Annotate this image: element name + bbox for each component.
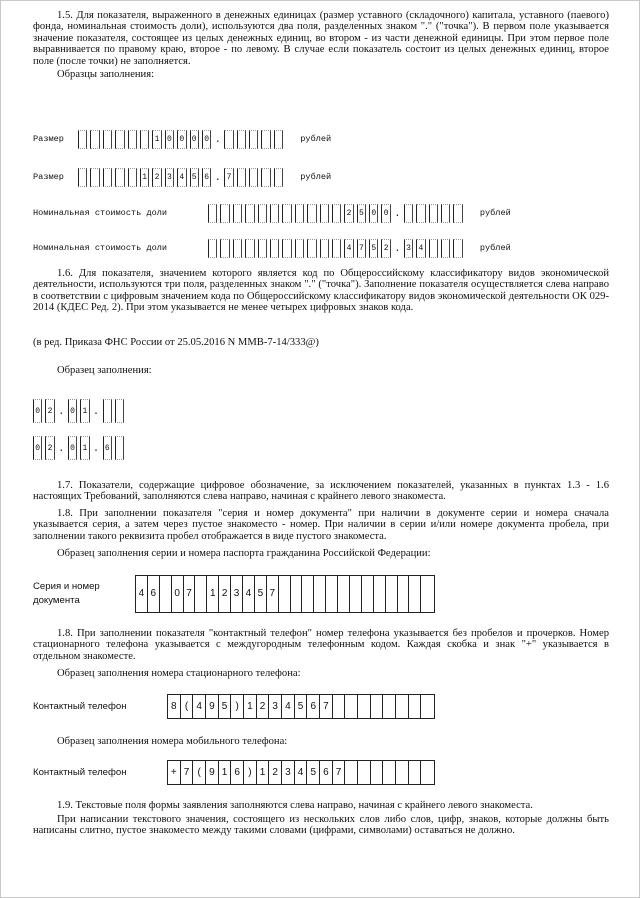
passport-cell: 5 <box>255 576 267 612</box>
mobile-cell: 7 <box>181 761 194 784</box>
landline-cell: 5 <box>219 695 232 718</box>
mobile-cell <box>396 761 409 784</box>
integer-cell <box>78 168 87 187</box>
integer-cell: 0 <box>381 204 390 223</box>
landline-cell: 1 <box>244 695 257 718</box>
mobile-sample-label: Образец заполнения номера мобильного телефона: <box>57 736 288 747</box>
integer-cell <box>270 239 279 258</box>
integer-cell <box>115 168 124 187</box>
integer-cell: 6 <box>202 168 211 187</box>
okved-cell: 0 <box>68 399 77 423</box>
okved-code-cells <box>33 436 127 460</box>
fraction-cell <box>453 239 462 258</box>
passport-cell: 3 <box>231 576 243 612</box>
mobile-phone-label: Контактный телефон <box>33 767 127 778</box>
fraction-cell <box>453 204 462 223</box>
landline-phone-grid <box>167 694 435 719</box>
section-1-8-series-text: 1.8. При заполнении показателя "серия и номер документа" при наличии в документе серии и номера сначала указывается серия, а затем через пустое знакоместо - номер. При наличии в серии и/или номере документа пробела, при заполнении такого реквизита пробел отображается в виде пустого знакоместа. <box>33 508 609 542</box>
integer-cell <box>245 204 254 223</box>
passport-cell <box>409 576 421 612</box>
fraction-cell <box>404 204 413 223</box>
integer-cell: 1 <box>140 168 149 187</box>
integer-cell <box>140 130 149 149</box>
integer-cell: 2 <box>381 239 390 258</box>
integer-cell: 0 <box>165 130 174 149</box>
mobile-cell: 9 <box>206 761 219 784</box>
passport-cell: 7 <box>184 576 196 612</box>
fraction-cell <box>261 130 270 149</box>
integer-cell: 2 <box>344 204 353 223</box>
mobile-cell <box>371 761 384 784</box>
landline-cell: 4 <box>282 695 295 718</box>
integer-cell <box>78 130 87 149</box>
okved-code-cells <box>33 399 127 423</box>
mobile-cell <box>409 761 422 784</box>
fraction-cell <box>429 239 438 258</box>
landline-cell <box>409 695 422 718</box>
okved-cell: 1 <box>80 399 89 423</box>
fraction-cell <box>224 130 233 149</box>
okved-cell: 0 <box>68 436 77 460</box>
passport-cell <box>326 576 338 612</box>
fraction-cell <box>441 204 450 223</box>
decimal-point: . <box>214 173 221 184</box>
landline-cell: ) <box>231 695 244 718</box>
okved-cell: 0 <box>33 399 42 423</box>
passport-field-grid <box>135 575 435 613</box>
mobile-cell: 3 <box>282 761 295 784</box>
integer-cell <box>233 239 242 258</box>
integer-cell <box>220 204 229 223</box>
integer-cell: 5 <box>369 239 378 258</box>
money-cells <box>208 204 511 223</box>
passport-cell <box>362 576 374 612</box>
integer-cell: 1 <box>152 130 161 149</box>
amendment-note: (в ред. Приказа ФНС России от 25.05.2016 N ММВ-7-14/333@) <box>33 337 319 348</box>
integer-cell: 0 <box>202 130 211 149</box>
fraction-cell <box>249 168 258 187</box>
decimal-point: . <box>394 244 401 255</box>
passport-cell: 1 <box>207 576 219 612</box>
passport-cell <box>279 576 291 612</box>
landline-cell <box>421 695 434 718</box>
integer-cell <box>220 239 229 258</box>
integer-cell: 5 <box>357 204 366 223</box>
passport-cell <box>386 576 398 612</box>
landline-cell: 3 <box>269 695 282 718</box>
samples-label: Образцы заполнения: <box>57 69 155 80</box>
passport-cell <box>160 576 172 612</box>
okved-sample-label: Образец заполнения: <box>57 365 152 376</box>
series-number-label-2: документа <box>33 595 80 606</box>
money-cells <box>78 130 331 149</box>
okved-cell: 2 <box>45 436 54 460</box>
fraction-cell <box>274 168 283 187</box>
passport-cell <box>195 576 207 612</box>
okved-cell <box>115 399 124 423</box>
mobile-cell: 1 <box>257 761 270 784</box>
integer-cell <box>282 239 291 258</box>
integer-cell <box>307 204 316 223</box>
integer-cell: 4 <box>177 168 186 187</box>
passport-cell: 6 <box>148 576 160 612</box>
landline-cell <box>383 695 396 718</box>
landline-cell: 2 <box>257 695 270 718</box>
section-1-9-text: 1.9. Текстовые поля формы заявления заполняются слева направо, начиная с крайнего левого знакоместа. <box>57 800 533 811</box>
mobile-cell: ) <box>244 761 257 784</box>
landline-cell <box>396 695 409 718</box>
integer-cell <box>233 204 242 223</box>
integer-cell <box>320 204 329 223</box>
passport-sample-label: Образец заполнения серии и номера паспорта гражданина Российской Федерации: <box>57 548 431 559</box>
integer-cell <box>295 239 304 258</box>
mobile-cell: 7 <box>333 761 346 784</box>
landline-sample-label: Образец заполнения номера стационарного телефона: <box>57 668 301 679</box>
section-1-6-text: 1.6. Для показателя, значением которого является код по Общероссийскому классификатору видов экономической деятельности, используются три поля, разделенных знаком "." ("точка"). Заполнение показателя осуществляется слева направо в соответствии с цифровым значением кода по Общероссийскому классификатору видов экономической деятельности ОК 029-2014 (КДЕС Ред. 2). При этом указывается не менее четырех цифровых знаков кода. <box>33 268 609 314</box>
section-1-7-text: 1.7. Показатели, содержащие цифровое обозначение, за исключением показателей, указанных в пунктах 1.3 - 1.6 настоящих Требований, заполняются слева направо, начиная с крайнего левого знакоместа. <box>33 480 609 503</box>
section-1-5-text: 1.5. Для показателя, выраженного в денежных единицах (размер уставного (складочного) капитала, уставного (паевого) фонда, номинальная стоимость доли), используются два поля, разделенных знаком "." ("точка"). В первом поле указывается значение показателя, состоящее из целых денежных единиц, во втором - из части денежной единицы. При этом первое поле выравнивается по правому краю, второе - по левому. В случае если показатель состоит из целых денежных единиц, второе поле (после точки) не заполняется. <box>33 10 609 67</box>
landline-phone-label: Контактный телефон <box>33 701 127 712</box>
integer-cell: 2 <box>152 168 161 187</box>
integer-cell <box>282 204 291 223</box>
series-number-label-1: Серия и номер <box>33 581 100 592</box>
passport-cell: 4 <box>136 576 148 612</box>
passport-cell <box>291 576 303 612</box>
landline-cell: 9 <box>206 695 219 718</box>
fraction-cell: 3 <box>404 239 413 258</box>
code-separator-dot: . <box>93 444 100 455</box>
landline-cell: 7 <box>320 695 333 718</box>
passport-cell <box>374 576 386 612</box>
mobile-cell: 4 <box>295 761 308 784</box>
okved-cell <box>115 436 124 460</box>
fraction-cell <box>274 130 283 149</box>
landline-cell: ( <box>181 695 194 718</box>
integer-cell <box>90 168 99 187</box>
integer-cell <box>320 239 329 258</box>
integer-cell <box>258 204 267 223</box>
mobile-cell: ( <box>193 761 206 784</box>
mobile-cell <box>358 761 371 784</box>
integer-cell <box>128 168 137 187</box>
integer-cell <box>208 239 217 258</box>
passport-cell: 4 <box>243 576 255 612</box>
passport-cell <box>421 576 433 612</box>
integer-cell <box>332 239 341 258</box>
money-row-label: Размер <box>33 172 64 182</box>
passport-cell <box>398 576 410 612</box>
code-separator-dot: . <box>58 444 65 455</box>
integer-cell: 7 <box>357 239 366 258</box>
landline-cell <box>345 695 358 718</box>
okved-cell: 6 <box>103 436 112 460</box>
integer-cell: 0 <box>177 130 186 149</box>
decimal-point: . <box>214 135 221 146</box>
integer-cell: 0 <box>369 204 378 223</box>
integer-cell: 5 <box>190 168 199 187</box>
mobile-cell: 2 <box>269 761 282 784</box>
integer-cell <box>115 130 124 149</box>
mobile-cell <box>345 761 358 784</box>
landline-cell: 6 <box>307 695 320 718</box>
integer-cell <box>103 130 112 149</box>
landline-cell <box>333 695 346 718</box>
landline-cell: 5 <box>295 695 308 718</box>
fraction-cell <box>416 204 425 223</box>
integer-cell <box>128 130 137 149</box>
fraction-cell <box>249 130 258 149</box>
integer-cell <box>307 239 316 258</box>
money-row-label: Номинальная стоимость доли <box>33 208 168 218</box>
landline-cell <box>358 695 371 718</box>
okved-cell <box>103 399 112 423</box>
passport-cell: 7 <box>267 576 279 612</box>
mobile-cell: 5 <box>307 761 320 784</box>
passport-cell <box>314 576 326 612</box>
passport-cell: 0 <box>172 576 184 612</box>
mobile-cell: 1 <box>219 761 232 784</box>
mobile-cell <box>383 761 396 784</box>
code-separator-dot: . <box>93 407 100 418</box>
passport-cell <box>302 576 314 612</box>
currency-unit: рублей <box>300 134 332 144</box>
integer-cell: 4 <box>344 239 353 258</box>
fraction-cell: 4 <box>416 239 425 258</box>
currency-unit: рублей <box>479 243 511 253</box>
mobile-cell: 6 <box>320 761 333 784</box>
passport-cell: 2 <box>219 576 231 612</box>
fraction-cell <box>429 204 438 223</box>
passport-cell <box>338 576 350 612</box>
mobile-phone-grid <box>167 760 435 785</box>
landline-cell: 8 <box>168 695 181 718</box>
mobile-cell: + <box>168 761 181 784</box>
integer-cell <box>103 168 112 187</box>
integer-cell <box>90 130 99 149</box>
integer-cell <box>258 239 267 258</box>
currency-unit: рублей <box>479 208 511 218</box>
landline-cell <box>371 695 384 718</box>
mobile-cell <box>421 761 434 784</box>
fraction-cell <box>237 130 246 149</box>
money-cells <box>78 168 331 187</box>
integer-cell: 3 <box>165 168 174 187</box>
fraction-cell <box>237 168 246 187</box>
section-1-9-text-2: При написании текстового значения, состоящего из нескольких слов либо слов, цифр, знаков, которые должны быть написаны слитно, пустое знакоместо между такими словами (цифрами, символами) оставаться не должно. <box>33 814 609 837</box>
okved-cell: 2 <box>45 399 54 423</box>
code-separator-dot: . <box>58 407 65 418</box>
integer-cell: 0 <box>190 130 199 149</box>
money-cells <box>208 239 511 258</box>
integer-cell <box>295 204 304 223</box>
okved-cell: 1 <box>80 436 89 460</box>
integer-cell <box>270 204 279 223</box>
section-1-8-phone-text: 1.8. При заполнении показателя "контактный телефон" номер телефона указывается без пробелов и прочерков. Номер стационарного телефона указывается с междугородным телефонным кодом. Каждая скобка и знак "+" указывается в отдельном знакоместе. <box>33 628 609 662</box>
fraction-cell <box>261 168 270 187</box>
money-row-label: Номинальная стоимость доли <box>33 243 168 253</box>
fraction-cell: 7 <box>224 168 233 187</box>
decimal-point: . <box>394 209 401 220</box>
landline-cell: 4 <box>193 695 206 718</box>
okved-cell: 0 <box>33 436 42 460</box>
fraction-cell <box>441 239 450 258</box>
integer-cell <box>245 239 254 258</box>
passport-cell <box>350 576 362 612</box>
integer-cell <box>208 204 217 223</box>
mobile-cell: 6 <box>231 761 244 784</box>
currency-unit: рублей <box>300 172 332 182</box>
money-row-label: Размер <box>33 134 64 144</box>
integer-cell <box>332 204 341 223</box>
